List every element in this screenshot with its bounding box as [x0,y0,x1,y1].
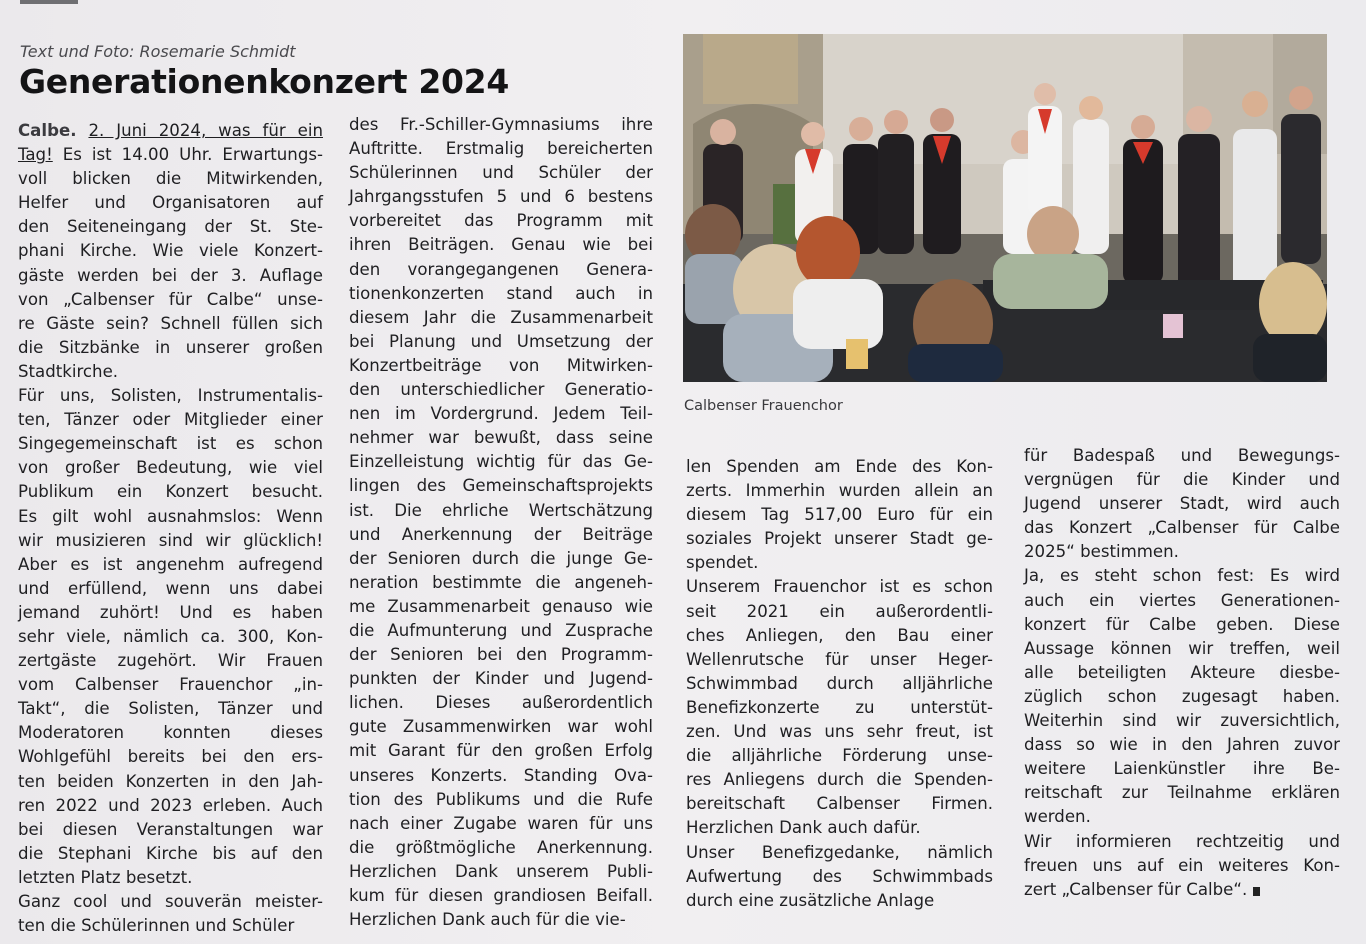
article-column-2 [349,113,653,932]
text-line [349,282,653,306]
section-bar [20,0,78,4]
text-line [18,215,323,239]
text-line [18,288,323,312]
text-line [349,113,653,137]
text-line-content: len Spenden am Ende des Kon- [686,457,993,476]
text-line [18,649,323,673]
text-line-content: den Seiteneingang der St. Ste- [18,217,323,237]
text-line-content: gäste werden bei der 3. Auflage [18,265,323,285]
text-line-content: Singegemeinschaft ist es schon [18,434,323,454]
text-line [18,697,323,721]
text-line-content: letzten Platz besetzt. [18,867,193,887]
text-line [18,191,323,215]
text-line [1024,757,1340,781]
text-line-content: Ja, es steht schon fest: Es wird [1024,566,1340,586]
text-line [18,577,323,601]
text-line-content: nach einer Zugabe waren für uns [349,813,653,833]
text-line [18,770,323,794]
text-line [1024,878,1340,902]
text-line-content: weitere Laienkünstler ihre Be- [1024,759,1340,779]
text-line-content: Wohlgefühl bereits bei den ers- [18,747,323,767]
text-line-content: durch eine zusätzliche Anlage [686,890,935,910]
text-line [349,233,653,257]
text-line [686,720,993,744]
text-line [18,601,323,625]
text-line-content: vorbereitet das Programm mit [349,211,653,231]
text-line-content: zerts. Immerhin wurden allein an [686,481,993,501]
text-line-content: ist. Die ehrliche Wertschätzung [349,500,653,520]
text-line-content: ten, Tänzer oder Mitglieder einer [18,410,323,430]
text-line [1024,468,1340,492]
text-line [18,480,323,504]
text-line [1024,781,1340,805]
text-line [686,865,993,889]
text-line [349,860,653,884]
text-line [1024,854,1340,878]
text-line-content: Weiterhin sind wir zuversichtlich, [1024,711,1340,731]
text-line-content: der Senioren durch die junge Ge- [349,548,653,568]
text-line [686,816,993,840]
text-line [349,426,653,450]
text-line-content: die alljährliche Förderung unse- [686,746,993,766]
text-line [18,890,323,914]
text-line-content: Wellenrutsche für unser Heger- [686,649,993,669]
text-line-content: Wir informieren rechtzeitig und [1024,831,1340,851]
text-line [18,336,323,360]
text-line-content: ten beiden Konzerten in den Jah- [18,771,323,791]
text-line [349,595,653,619]
text-line-content: des Fr.-Schiller-Gymnasiums ihre [349,115,653,134]
choir-photo [683,34,1327,382]
text-line [686,648,993,672]
text-line [349,137,653,161]
text-line-content: und erfüllend, wenn uns dabei [18,578,323,598]
text-line [349,474,653,498]
text-line-content: für Badespaß und Bewegungs- [1024,446,1340,465]
text-line [1024,709,1340,733]
text-line [18,408,323,432]
text-line-content: von „Calbenser für Calbe“ unse- [18,289,323,309]
text-line [686,792,993,816]
text-line-content: kum für diesen grandiosen Beifall. [349,886,653,905]
text-line [686,575,993,599]
text-line [349,884,653,908]
text-line [349,571,653,595]
text-line-content: die Stephani Kirche bis auf den [18,843,323,863]
text-line-content: Publikum ein Konzert besucht. [18,482,323,502]
text-line-content: punkten der Kinder und Jugend- [349,669,653,689]
article-column-3 [686,455,993,913]
text-line-content: Unserem Frauenchor ist es schon [686,577,993,597]
text-line [1024,492,1340,516]
text-line-content: dass so wie in den Jahren zuvor [1024,735,1340,755]
text-line [349,523,653,547]
text-line-content: konzert für Calbe geben. Diese [1024,614,1340,634]
text-line [1024,444,1340,468]
text-line-content: diesem Jahr die Zusammenarbeit [349,307,653,327]
text-line [18,842,323,866]
text-line-content: Jugend unserer Stadt, wird auch [1024,494,1340,514]
dateline-city: Calbe. [18,121,77,140]
text-line [1024,733,1340,757]
text-line-content: unseres Konzerts. Standing Ova- [349,765,653,785]
text-line [349,354,653,378]
text-line [686,768,993,792]
text-line [1024,613,1340,637]
text-line [349,209,653,233]
text-line [18,721,323,745]
text-line [349,499,653,523]
photo-caption: Calbenser Frauenchor [684,398,843,414]
text-line-content: Tag! Es ist 14.00 Uhr. Erwartungs- [18,145,323,165]
text-line [686,624,993,648]
text-line-content: jemand zuhört! Und es haben [18,602,323,622]
text-line-content: von großer Bedeutung, wie viel [18,458,323,478]
byline: Text und Foto: Rosemarie Schmidt [20,42,296,61]
text-line [686,455,993,479]
text-line [18,794,323,818]
text-line-content: ches Anliegen, den Bau einer [686,625,993,645]
text-line-content: zen. Und was uns sehr freut, ist [686,722,993,742]
text-line-content: die Sitzbänke in unserer großen [18,337,323,357]
text-line [349,788,653,812]
text-line [349,185,653,209]
text-line-content: nen im Vordergrund. Jedem Teil- [349,404,653,424]
text-line-content: der Senioren bei den Programm- [349,645,653,665]
text-line [1024,589,1340,613]
text-line [686,889,993,913]
text-line-content: werden. [1024,807,1091,827]
text-line [349,330,653,354]
text-line-content: freuen uns auf ein weiteres Kon- [1024,855,1340,875]
text-line [18,432,323,456]
text-line-content: ren 2022 und 2023 erleben. Auch [18,795,323,815]
text-line-content: Konzertbeiträge von Mitwirken- [349,355,653,375]
text-line-content: bei diesen Veranstaltungen war [18,819,323,839]
text-line-content: Herzlichen Dank auch dafür. [686,818,921,838]
text-line [1024,685,1340,709]
text-line [349,378,653,402]
text-line [18,529,323,553]
text-line-content: tionenkonzerten stand auch in [349,283,653,303]
text-line [18,360,323,384]
text-line [18,745,323,769]
text-line-content: züglich schon zugesagt haben. [1024,686,1340,706]
text-line-content: den vorangegangenen Genera- [349,259,653,279]
text-line-content: lingen des Gemeinschaftsprojekts [349,476,653,496]
text-line-content: das Konzert „Calbenser für Calbe [1024,518,1340,538]
text-line-content: Einzelleistung wichtig für das Ge- [349,452,653,472]
text-line-content: und Anerkennung der Beiträge [349,524,653,544]
text-line-content: Schwimmbad durch alljährliche [686,673,993,693]
text-line-content: voll blicken die Mitwirkenden, [18,169,323,189]
text-line-content: tion des Publikums und die Rufe [349,789,653,809]
text-line [349,836,653,860]
text-line-content: reitschaft zur Teilnahme erklären [1024,783,1340,803]
text-line [18,866,323,890]
text-line [686,503,993,527]
text-line [18,673,323,697]
text-line-content: Unser Benefizgedanke, nämlich [686,842,993,862]
text-line-content: auch ein viertes Generationen- [1024,590,1340,610]
text-line [686,696,993,720]
text-line-content: phani Kirche. Wie viele Konzert- [18,241,323,261]
article-column-4 [1024,444,1340,902]
text-line [1024,637,1340,661]
text-line-content: zertgäste zugehört. Wir Frauen [18,651,323,671]
text-line-content: Schülerinnen und Schüler der [349,163,653,183]
text-line-content: re Gäste sein? Schnell füllen sich [18,313,323,333]
text-line-content: zert „Calbenser für Calbe“. [1024,879,1248,899]
text-line-content: ihren Beiträgen. Genau wie bei [349,235,653,255]
text-line-content: ten die Schülerinnen und Schüler [18,916,295,936]
text-line [18,384,323,408]
text-line-content: vom Calbenser Frauenchor „in- [18,675,323,695]
text-line [18,553,323,577]
text-line [1024,540,1340,564]
text-line-content: soziales Projekt unserer Stadt ge- [686,529,993,549]
text-line [349,402,653,426]
text-line-content: Jahrgangsstufen 5 und 6 bestens [349,187,653,207]
end-of-article-mark [1253,887,1260,896]
text-line [349,739,653,763]
text-line [18,239,323,263]
text-line [18,312,323,336]
text-line [18,264,323,288]
text-line [349,908,653,932]
text-line [349,161,653,185]
choir-photo-illustration [683,34,1327,382]
text-line-content: sehr viele, nämlich ca. 300, Kon- [18,626,323,646]
text-line [686,744,993,768]
text-line [18,119,323,143]
text-line [1024,661,1340,685]
text-line [349,306,653,330]
text-line [349,547,653,571]
article-title: Generationenkonzert 2024 [19,62,510,101]
text-line-content: Takt“, die Solisten, Tänzer und [18,699,323,719]
text-line-content: Benefizkonzerte zu unterstüt- [686,697,993,717]
text-line-content: Auftritte. Erstmalig bereicherten [349,139,653,159]
text-line-content: spendet. [686,553,759,573]
text-line-content: diesem Tag 517,00 Euro für ein [686,505,993,525]
text-line-content: lichen. Dieses außerordentlich [349,693,653,713]
text-line [1024,564,1340,588]
text-line-content: neration bestimmte die angeneh- [349,572,653,592]
text-line-content: bereitschaft Calbenser Firmen. [686,794,993,814]
dateline-date-continued: Tag! [18,145,53,165]
text-line-content: me Zusammenarbeit genauso wie [349,596,653,616]
text-line [686,527,993,551]
text-line [18,818,323,842]
text-line [686,841,993,865]
text-line [686,479,993,503]
text-line [349,258,653,282]
text-line [18,143,323,167]
text-line [18,505,323,529]
text-line-content: wir musizieren sind wir glücklich! [18,530,323,550]
article-column-1 [18,119,323,938]
text-line [18,167,323,191]
text-line-content: alle beteiligten Akteure diesbe- [1024,662,1340,682]
text-line [1024,830,1340,854]
text-line [1024,805,1340,829]
text-line [349,643,653,667]
text-line-content: Aussage können wir treffen, weil [1024,638,1340,658]
text-line [349,619,653,643]
text-line-content: mit Garant für den großen Erfolg [349,741,653,761]
text-line [349,764,653,788]
text-line [349,812,653,836]
text-line [686,600,993,624]
text-line-content: Herzlichen Dank auch für die vie- [349,910,626,930]
text-line-content: Herzlichen Dank unserem Publi- [349,861,653,881]
dateline-date: 2. Juni 2024, was für ein [88,121,323,140]
text-line [18,914,323,938]
text-line [349,450,653,474]
text-line-content: Aber es ist angenehm aufregend [18,554,323,574]
text-line [349,715,653,739]
text-line [686,551,993,575]
text-line-content: Für uns, Solisten, Instrumentalis- [18,386,323,406]
text-line-content: vergnügen für die Kinder und [1024,470,1340,490]
text-line-content: gute Zusammenwirken war wohl [349,717,653,737]
text-line-content: nehmer war bewußt, dass seine [349,428,653,448]
text-line-content: Helfer und Organisatoren auf [18,193,323,213]
text-line-content: Moderatoren konnten dieses [18,723,323,743]
text-line-content: bei Planung und Umsetzung der [349,331,653,351]
text-line-content: Es gilt wohl ausnahmslos: Wenn [18,506,323,526]
text-line [18,625,323,649]
text-line [18,456,323,480]
text-line-content: 2025“ bestimmen. [1024,542,1179,562]
text-line-content: die Aufmunterung und Zusprache [349,620,653,640]
text-line [686,672,993,696]
text-line-content: Stadtkirche. [18,361,119,381]
text-line [1024,516,1340,540]
text-line-content: Aufwertung des Schwimmbads [686,866,993,886]
text-line [349,691,653,715]
text-line-content: den unterschiedlicher Generatio- [349,380,653,400]
text-line [349,667,653,691]
text-line-content: Ganz cool und souverän meister- [18,892,323,911]
text-line-content: res Anliegens durch die Spenden- [686,770,993,790]
text-line-content: die größtmögliche Anerkennung. [349,837,653,857]
text-line-content: seit 2021 ein außerordentli- [686,601,993,621]
